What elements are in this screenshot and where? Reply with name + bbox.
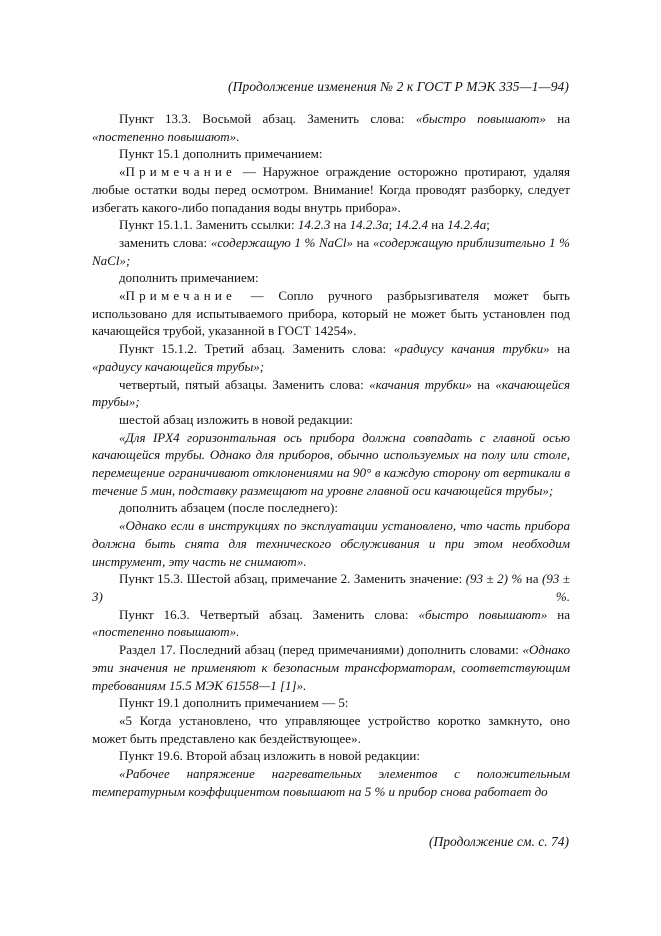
paragraph	[92, 606, 570, 641]
italic-text: «качания трубки»	[369, 376, 472, 392]
text: Пункт 13.3. Восьмой абзац. Заменить слова:	[119, 111, 416, 126]
italic-text: (93 ± 3) %.	[92, 571, 571, 604]
italic-text: 14.2.3	[297, 217, 331, 233]
italic-text: «быстро повышают»	[415, 111, 546, 126]
paragraph	[92, 163, 570, 216]
italic-text: «содержащую 1 % NaCl»	[210, 234, 353, 250]
text: Пункт 16.3. Четвертый абзац. Заменить слова:	[119, 606, 419, 622]
paragraph	[92, 517, 570, 570]
text: «	[119, 164, 126, 180]
text: на	[352, 234, 373, 250]
italic-text: 14.2.4	[395, 217, 428, 233]
italic-text: «Для IPX4 горизонтальная ось прибора должна совпадать с главной осью качающейся трубы. Однако для приборов, обычно используемых на полу или столе, перемещение ограничивают отклонениями на 90° в каждую сторону от вертикали в течение 5 мин, подставку размещают на уровне главной оси качающейся трубы»;	[92, 429, 570, 498]
paragraph	[92, 694, 570, 712]
italic-text: «быстро повышают»	[418, 606, 548, 622]
italic-text: (93 ± 2) %	[465, 571, 523, 587]
italic-text: «Рабочее напряжение нагревательных элементов с положительным температурным коэффициентом повышают на 5 % и прибор снова работает до	[92, 766, 570, 799]
paragraph	[92, 712, 570, 747]
italic-text: «постепенно повышают».	[92, 624, 240, 640]
paragraph	[92, 145, 570, 163]
paragraph	[92, 216, 570, 234]
text: Пункт 19.1 дополнить примечанием — 5:	[119, 695, 349, 711]
italic-text: «Однако эти значения не применяют к безопасным трансформаторам, соответствующим требованиям 15.5 МЭК 61558—1 [1]».	[92, 642, 570, 693]
text: .	[236, 128, 240, 144]
text: на	[522, 571, 543, 587]
paragraph	[92, 269, 570, 287]
note-label: Примечание	[125, 288, 237, 304]
italic-text: «постепенно повышают»	[92, 128, 237, 144]
text: Пункт 15.1.2. Третий абзац. Заменить слова:	[119, 341, 394, 357]
document-body	[92, 110, 570, 800]
paragraph	[92, 429, 570, 500]
paragraph	[92, 287, 570, 340]
italic-text: «Однако если в инструкциях по эксплуатации установлено, что часть прибора должна быть снята для технического обслуживания и при этом необходим инструмент, эту часть не снимают».	[92, 518, 570, 569]
paragraph	[92, 110, 570, 145]
text: дополнить примечанием:	[119, 270, 259, 286]
text: ;	[486, 217, 490, 233]
text: «5 Когда установлено, что управляющее устройство коротко замкнуто, оно может быть представлено как бездействующее».	[92, 712, 570, 746]
text: Пункт 15.1 дополнить примечанием:	[119, 146, 323, 162]
italic-text: «радиусу качающейся трубы»;	[92, 358, 265, 374]
text: на	[427, 217, 448, 233]
text: заменить слова:	[119, 234, 211, 250]
paragraph	[92, 765, 570, 800]
text: на	[471, 376, 496, 392]
paragraph	[92, 376, 570, 411]
italic-text: «содержащую приблизительно 1 % NaCl»;	[92, 234, 570, 268]
italic-text: «качающейся трубы»;	[92, 376, 570, 410]
text: на	[549, 341, 571, 357]
text: на	[547, 606, 570, 622]
paragraph	[92, 641, 570, 694]
text: Пункт 15.3. Шестой абзац, примечание 2. Заменить значение:	[119, 571, 466, 587]
text: — Наружное ограждение осторожно протирают, удаляя любые остатки воды перед осмотром. Внимание! Когда проводят разборку, следует избегать какого-либо попадания воды внутрь прибора».	[92, 164, 570, 215]
italic-text: 14.2.3а	[349, 217, 389, 233]
text: — Сопло ручного разбрызгивателя может быть использовано для испытываемого прибора, который не может быть установлен под качающейся трубой, указанной в ГОСТ 14254».	[92, 288, 570, 339]
text: Пункт 19.6. Второй абзац изложить в новой редакции:	[119, 748, 420, 764]
paragraph	[92, 340, 570, 375]
note-label: Примечание	[125, 164, 237, 180]
text: дополнить абзацем (после последнего):	[119, 500, 338, 516]
text: шестой абзац изложить в новой редакции:	[119, 411, 354, 427]
text: ;	[388, 217, 396, 233]
running-header: (Продолжение изменения № 2 к ГОСТ Р МЭК 335—1—94)	[228, 79, 569, 94]
italic-text: 14.2.4а	[447, 217, 487, 233]
paragraph	[92, 499, 570, 517]
italic-text: «радиусу качания трубки»	[393, 341, 550, 357]
text: Раздел 17. Последний абзац (перед примечаниями) дополнить словами:	[119, 642, 523, 658]
continuation-footer: (Продолжение см. с. 74)	[429, 834, 569, 849]
text: четвертый, пятый абзацы. Заменить слова:	[119, 376, 370, 392]
text: на	[545, 111, 570, 126]
text: «	[119, 288, 126, 304]
text: Пункт 15.1.1. Заменить ссылки:	[119, 217, 298, 233]
text: на	[330, 217, 350, 233]
paragraph	[92, 747, 570, 765]
paragraph	[92, 570, 570, 605]
paragraph	[92, 234, 570, 269]
paragraph	[92, 411, 570, 429]
